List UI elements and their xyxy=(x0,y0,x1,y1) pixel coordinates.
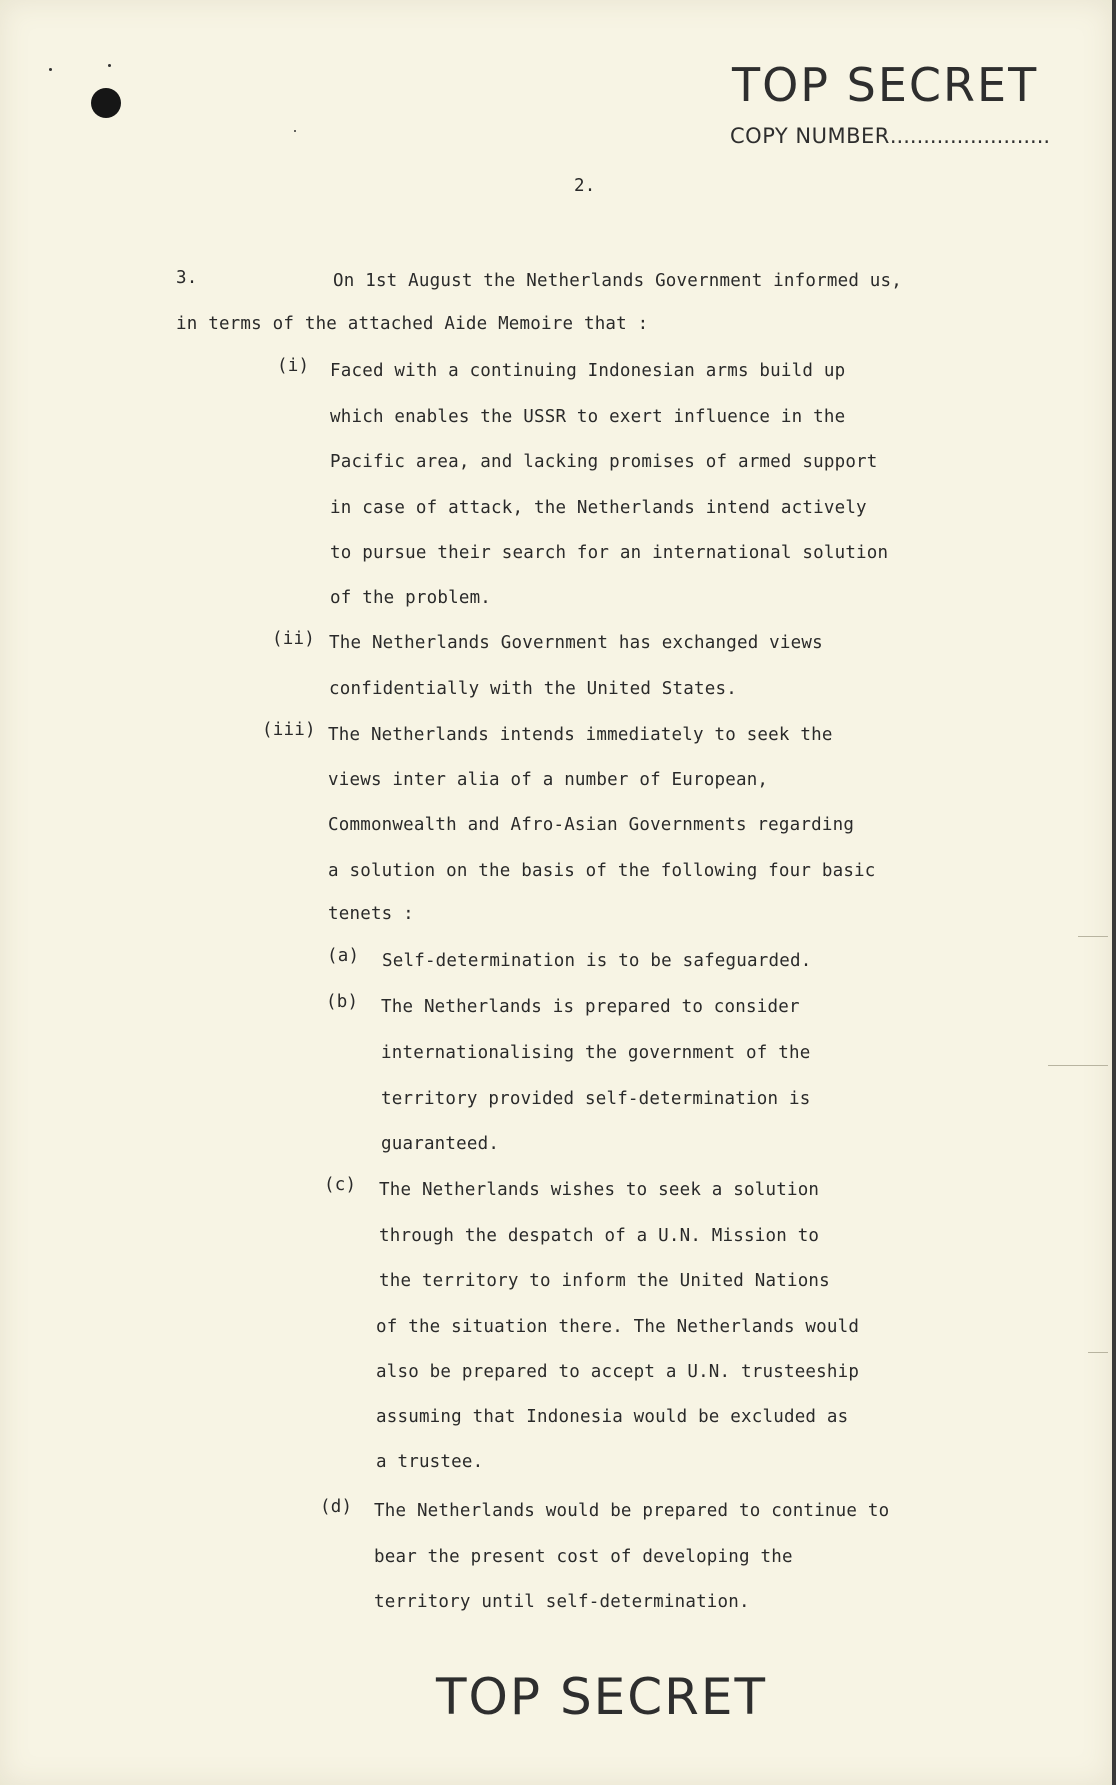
tenet-marker: (c) xyxy=(324,1175,357,1195)
tenet-line: of the situation there. The Netherlands would xyxy=(376,1317,860,1337)
item-line: to pursue their search for an international solution xyxy=(330,543,889,563)
item-line: The Netherlands intends immediately to seek the xyxy=(328,725,833,745)
speck xyxy=(108,64,111,67)
copy-number-stamp xyxy=(730,124,1050,148)
item-marker: (ii) xyxy=(272,629,315,649)
item-line: of the problem. xyxy=(330,588,492,608)
paper-tear xyxy=(1048,1065,1108,1066)
item-line: views inter alia of a number of European, xyxy=(328,770,769,790)
item-line: Commonwealth and Afro-Asian Governments regarding xyxy=(328,815,855,835)
item-line: Pacific area, and lacking promises of armed support xyxy=(330,452,878,472)
copy-number-label: COPY NUMBER xyxy=(730,124,890,148)
tenet-marker: (b) xyxy=(326,992,359,1012)
paper-tear xyxy=(1078,936,1108,937)
tenet-line: assuming that Indonesia would be excluded as xyxy=(376,1407,849,1427)
speck xyxy=(49,68,52,71)
item-line: in case of attack, the Netherlands intend actively xyxy=(330,498,867,518)
tenet-line: through the despatch of a U.N. Mission to xyxy=(379,1226,820,1246)
item-line: which enables the USSR to exert influence in the xyxy=(330,407,846,427)
tenet-line: bear the present cost of developing the xyxy=(374,1547,793,1567)
paragraph-intro-line: in terms of the attached Aide Memoire that : xyxy=(176,314,649,334)
speck xyxy=(294,130,296,132)
tenet-marker: (d) xyxy=(320,1497,353,1517)
tenet-line: internationalising the government of the xyxy=(381,1043,811,1063)
tenet-line: The Netherlands would be prepared to continue to xyxy=(374,1501,890,1521)
item-line: The Netherlands Government has exchanged views xyxy=(329,633,823,653)
scan-edge xyxy=(1112,0,1116,1785)
item-line: confidentially with the United States. xyxy=(329,679,737,699)
tenet-line: Self-determination is to be safeguarded. xyxy=(382,951,812,971)
item-marker: (iii) xyxy=(262,720,316,740)
item-line: Faced with a continuing Indonesian arms build up xyxy=(330,361,846,381)
tenet-line: guaranteed. xyxy=(381,1134,500,1154)
tenet-line: territory provided self-determination is xyxy=(381,1089,811,1109)
item-line: tenets : xyxy=(328,904,414,924)
tenet-line: a trustee. xyxy=(376,1452,484,1472)
item-line: a solution on the basis of the following four basic xyxy=(328,861,876,881)
tenet-line: The Netherlands wishes to seek a solution xyxy=(379,1180,820,1200)
tenet-line: The Netherlands is prepared to consider xyxy=(381,997,800,1017)
top-secret-stamp-bottom: TOP SECRET xyxy=(436,1668,768,1726)
item-marker: (i) xyxy=(277,356,310,376)
punch-hole xyxy=(91,88,121,118)
tenet-line: territory until self-determination. xyxy=(374,1592,750,1612)
tenet-line: the territory to inform the United Nations xyxy=(379,1271,830,1291)
paper-tear xyxy=(1088,1352,1108,1353)
paragraph-intro-line: On 1st August the Netherlands Government informed us, xyxy=(333,271,903,291)
paragraph-number: 3. xyxy=(176,268,198,288)
page-number: 2. xyxy=(574,176,596,196)
tenet-line: also be prepared to accept a U.N. trusteeship xyxy=(376,1362,860,1382)
top-secret-stamp-top: TOP SECRET xyxy=(732,58,1039,112)
copy-number-dots: ........................ xyxy=(889,124,1051,148)
tenet-marker: (a) xyxy=(327,946,360,966)
